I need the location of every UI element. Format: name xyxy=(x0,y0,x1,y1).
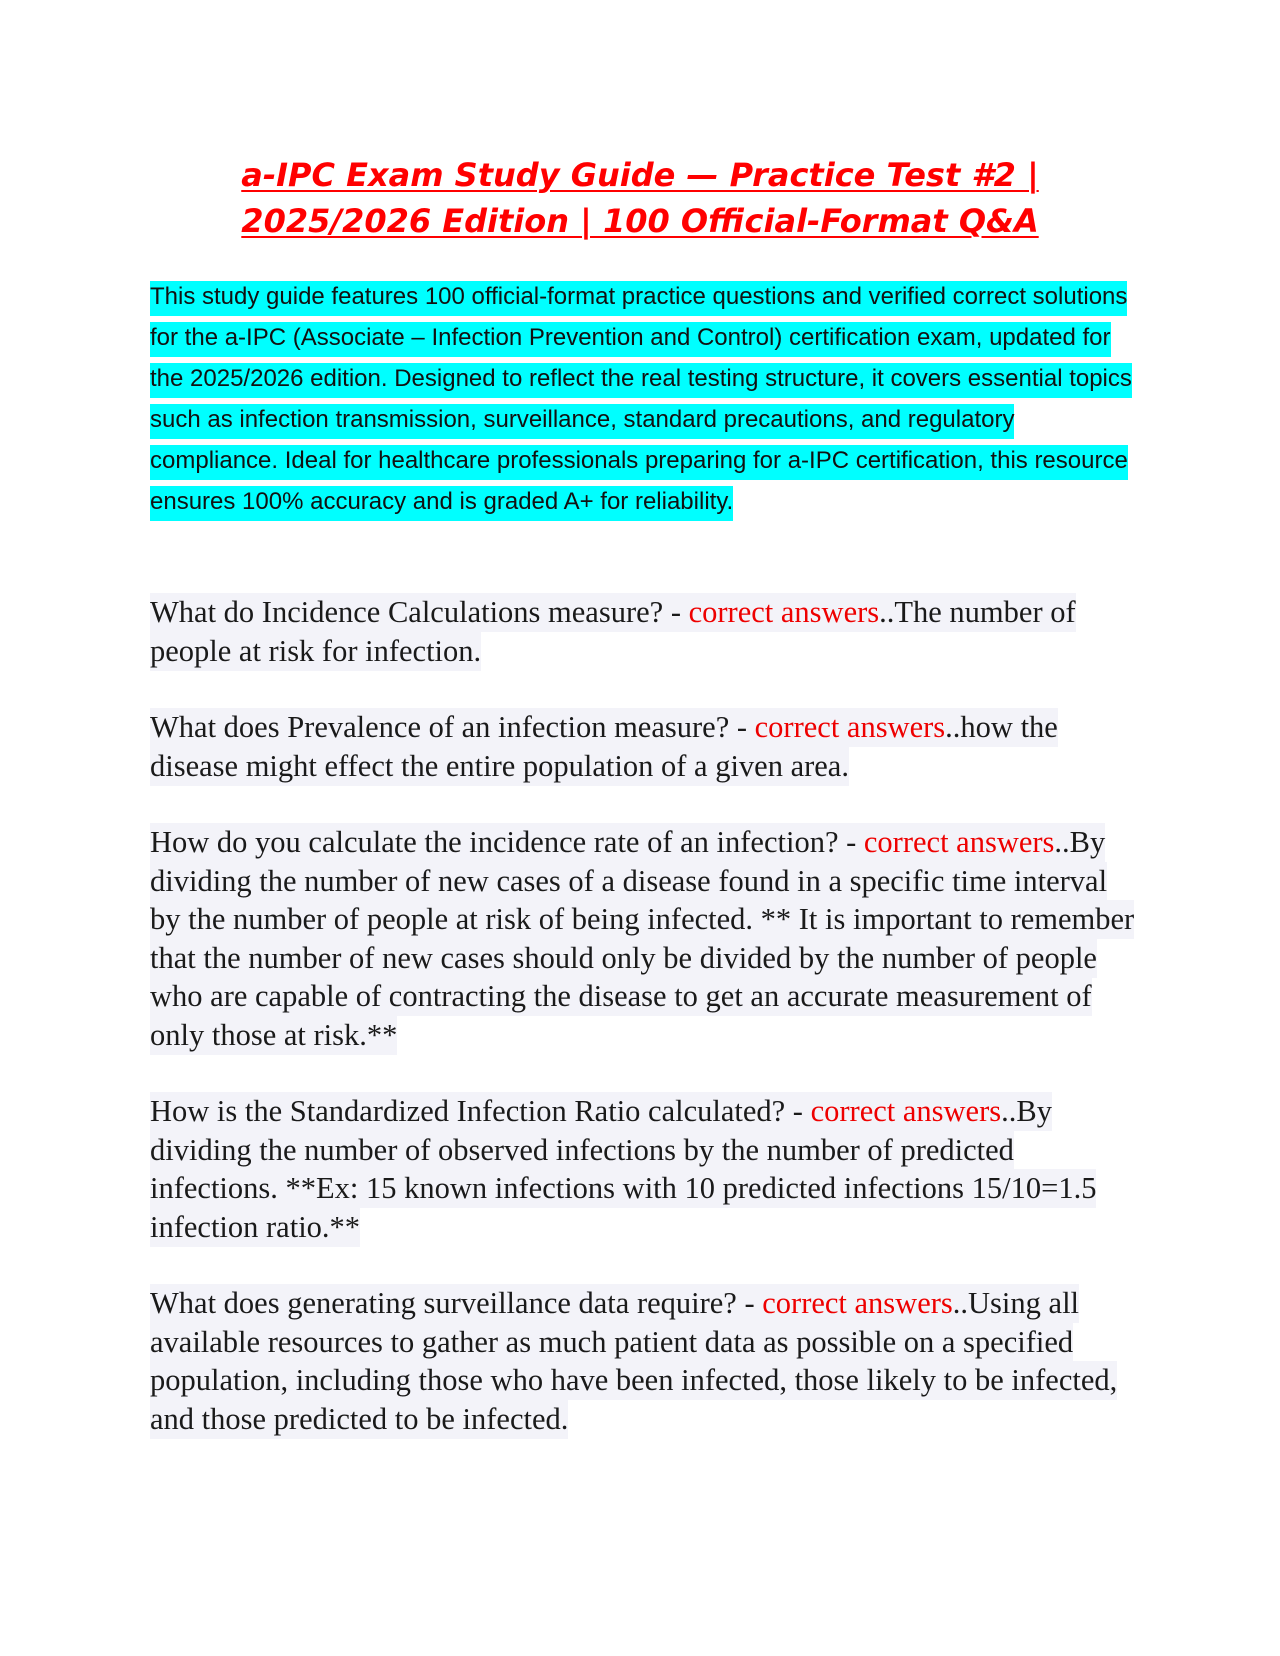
answer-text: ..By dividing the number of observed infections by the number of predicted infections. **Ex: 15 known infections with 10 predicted infections 15/10=1.5 infection ratio.** xyxy=(150,1094,1097,1244)
qa-item xyxy=(150,823,1140,1054)
answer-text: ..The number of people at risk for infection. xyxy=(150,595,1076,668)
qa-text xyxy=(150,823,1134,1055)
question-text: How is the Standardized Infection Ratio calculated? - xyxy=(150,1094,811,1128)
answer-text: ..By dividing the number of new cases of a disease found in a specific time interval by the number of people at risk of being infected. ** It is important to remember that the number of new cases should only be divided by the number of people who are capable of contracting the disease to get an accurate measurement of only those at risk.** xyxy=(150,825,1135,1052)
qa-text xyxy=(150,1284,1117,1439)
qa-item xyxy=(150,1284,1140,1438)
qa-text xyxy=(150,593,1076,671)
qa-item xyxy=(150,593,1140,670)
answer-text: ..Using all available resources to gather as much patient data as possible on a specified population, including those who have been infected, those likely to be infected, and those predicted to be infected. xyxy=(150,1286,1118,1436)
qa-item xyxy=(150,708,1140,785)
qa-text xyxy=(150,1092,1096,1247)
document-title-text: a-IPC Exam Study Guide — Practice Test #2 | 2025/2026 Edition | 100 Official-Format Q&A xyxy=(241,156,1039,240)
answer-text: ..how the disease might effect the entire population of a given area. xyxy=(150,710,1058,783)
correct-answers-label: correct answers xyxy=(762,1286,953,1320)
qa-text xyxy=(150,708,1058,786)
qa-list xyxy=(150,593,1140,1476)
question-text: What does generating surveillance data require? - xyxy=(150,1286,763,1320)
correct-answers-label: correct answers xyxy=(863,825,1055,859)
question-text: How do you calculate the incidence rate of an infection? - xyxy=(150,825,864,859)
question-text: What does Prevalence of an infection measure? - xyxy=(150,710,755,744)
correct-answers-label: correct answers xyxy=(688,595,880,629)
correct-answers-label: correct answers xyxy=(754,710,946,744)
qa-item xyxy=(150,1092,1140,1246)
document-title xyxy=(150,152,1130,244)
summary-highlight-text: This study guide features 100 official-format practice questions and verified correct solutions for the a-IPC (Associate – Infection Prevention and Control) certification exam, updated for the 2025/2026 edition. Designed to reflect the real testing structure, it covers essential topics such as infection transmission, surveillance, standard precautions, and regulatory compliance. Ideal for healthcare professionals preparing for a-IPC certification, this resource ensures 100% accuracy and is graded A+ for reliability. xyxy=(150,281,1132,521)
correct-answers-label: correct answers xyxy=(810,1094,1002,1128)
summary-paragraph xyxy=(150,276,1140,522)
question-text: What do Incidence Calculations measure? - xyxy=(150,595,689,629)
